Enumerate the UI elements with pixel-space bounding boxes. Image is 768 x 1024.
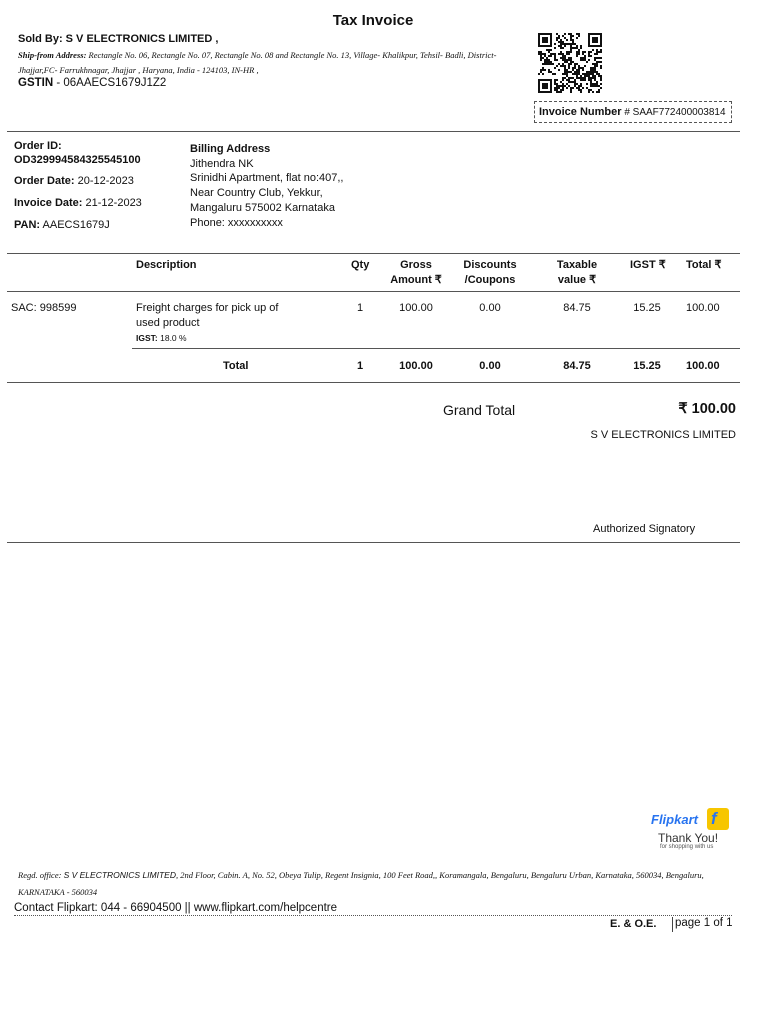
billing-address <box>190 142 343 230</box>
col-header-taxable-2: value ₹ <box>557 274 597 286</box>
gstin-label: GSTIN <box>18 77 54 89</box>
contact-flipkart: Contact Flipkart: 044 - 66904500 || www.flipkart.com/helpcentre <box>14 902 338 914</box>
totals-discount: 0.00 <box>479 360 501 372</box>
regd-label: Regd. office: <box>18 870 62 880</box>
registered-office <box>18 867 733 901</box>
order-id-label: Order ID: <box>14 140 62 152</box>
thank-you-sub: for shopping with us <box>660 844 714 850</box>
grand-total-value: ₹ 100.00 <box>678 401 736 417</box>
row-igst-rate: 18.0 % <box>160 333 187 343</box>
totals-label: Total <box>223 360 249 372</box>
page-title: Tax Invoice <box>332 12 414 29</box>
totals-gross: 100.00 <box>399 360 433 372</box>
pan-value: AAECS1679J <box>42 219 110 231</box>
row-total: 100.00 <box>686 302 720 314</box>
invoice-date <box>14 197 142 209</box>
col-header-total: Total ₹ <box>686 259 722 271</box>
table-top-border <box>7 253 740 254</box>
qr-code-icon <box>538 33 602 93</box>
divider <box>7 131 740 132</box>
sold-by: Sold By: S V ELECTRONICS LIMITED , <box>18 33 219 45</box>
authorized-signatory: Authorized Signatory <box>593 523 696 535</box>
pan-label: PAN: <box>14 219 41 231</box>
row-gross: 100.00 <box>399 302 433 314</box>
order-date-value: 20-12-2023 <box>77 175 134 187</box>
col-header-description: Description <box>136 259 197 271</box>
col-header-disc-1: Discounts <box>463 259 517 271</box>
col-header-discounts <box>455 258 525 288</box>
eoe: E. & O.E. <box>610 918 657 930</box>
order-date <box>14 175 134 187</box>
table-header-border <box>7 291 740 292</box>
grand-total-label: Grand Total <box>443 402 516 418</box>
col-header-qty: Qty <box>351 259 370 271</box>
regd-address: , 2nd Floor, Cabin. A, No. 52, Obeya Tulip, Regent Insignia, 100 Feet Road,, Koramangala, Bengaluru, Bengaluru Urban, Karnataka, 560034, Bengaluru, KARNATAKA - 560034 <box>18 870 704 897</box>
col-header-taxable <box>545 258 609 288</box>
flipkart-bag-icon: f <box>707 808 729 830</box>
billing-phone: Phone: xxxxxxxxxx <box>190 216 283 229</box>
ship-from-label: Ship-from Address: <box>18 50 87 60</box>
row-qty: 1 <box>356 302 364 314</box>
row-sac: SAC: 998599 <box>11 302 77 314</box>
billing-line-2: Near Country Club, Yekkur, <box>190 187 323 200</box>
row-taxable: 84.75 <box>563 302 591 314</box>
order-id: OD329994584325545100 <box>14 154 141 166</box>
billing-line-1: Srinidhi Apartment, flat no:407,, <box>190 172 344 185</box>
gstin-value: - 06AAECS1679J1Z2 <box>56 77 167 89</box>
order-date-label: Order Date: <box>14 175 75 187</box>
seller-name: S V ELECTRONICS LIMITED <box>590 429 736 441</box>
invoice-date-label: Invoice Date: <box>14 197 83 209</box>
invoice-number-label: Invoice Number <box>539 106 622 118</box>
gstin <box>18 77 166 89</box>
row-description-1: Freight charges for pick up of <box>136 302 279 314</box>
pan <box>14 219 110 231</box>
row-description <box>136 301 278 346</box>
totals-igst: 15.25 <box>633 360 661 372</box>
col-header-gross-2: Amount ₹ <box>390 274 442 286</box>
row-description-2: used product <box>136 317 200 329</box>
totals-taxable: 84.75 <box>563 360 591 372</box>
billing-heading: Billing Address <box>190 143 271 155</box>
table-bottom-border <box>7 382 740 383</box>
flipkart-logo: Flipkart <box>651 812 698 827</box>
page-number: page 1 of 1 <box>672 917 733 932</box>
footer-divider <box>14 915 732 916</box>
col-header-taxable-1: Taxable <box>556 259 598 271</box>
invoice-number-value: # SAAF772400003814 <box>624 107 726 118</box>
billing-name: Jithendra NK <box>190 157 254 170</box>
totals-total: 100.00 <box>686 360 720 372</box>
col-header-gross <box>384 258 448 288</box>
invoice-date-value: 21-12-2023 <box>85 197 142 209</box>
ship-from-text: Rectangle No. 06, Rectangle No. 07, Rectangle No. 08 and Rectangle No. 13, Village- Khalikpur, Tehsil- Badli, District- Jhajjar,FC- Farrukhnagar, Jhajjar , Haryana, India - 124103, IN-HR , <box>18 50 497 75</box>
billing-line-3: Mangaluru 575002 Karnataka <box>190 201 335 214</box>
col-header-igst: IGST ₹ <box>630 259 666 271</box>
col-header-disc-2: /Coupons <box>464 274 516 286</box>
signature-divider <box>7 542 740 543</box>
row-discount: 0.00 <box>479 302 501 314</box>
totals-border <box>132 348 740 349</box>
col-header-gross-1: Gross <box>400 259 432 271</box>
row-igst-label: IGST: <box>136 333 158 343</box>
invoice-number-box <box>534 101 732 123</box>
row-igst: 15.25 <box>633 302 661 314</box>
thank-you: Thank You! <box>658 831 719 845</box>
row-igst-note <box>136 331 278 346</box>
ship-from-address <box>18 48 518 78</box>
totals-qty: 1 <box>356 360 364 372</box>
regd-company: S V ELECTRONICS LIMITED <box>63 870 176 880</box>
